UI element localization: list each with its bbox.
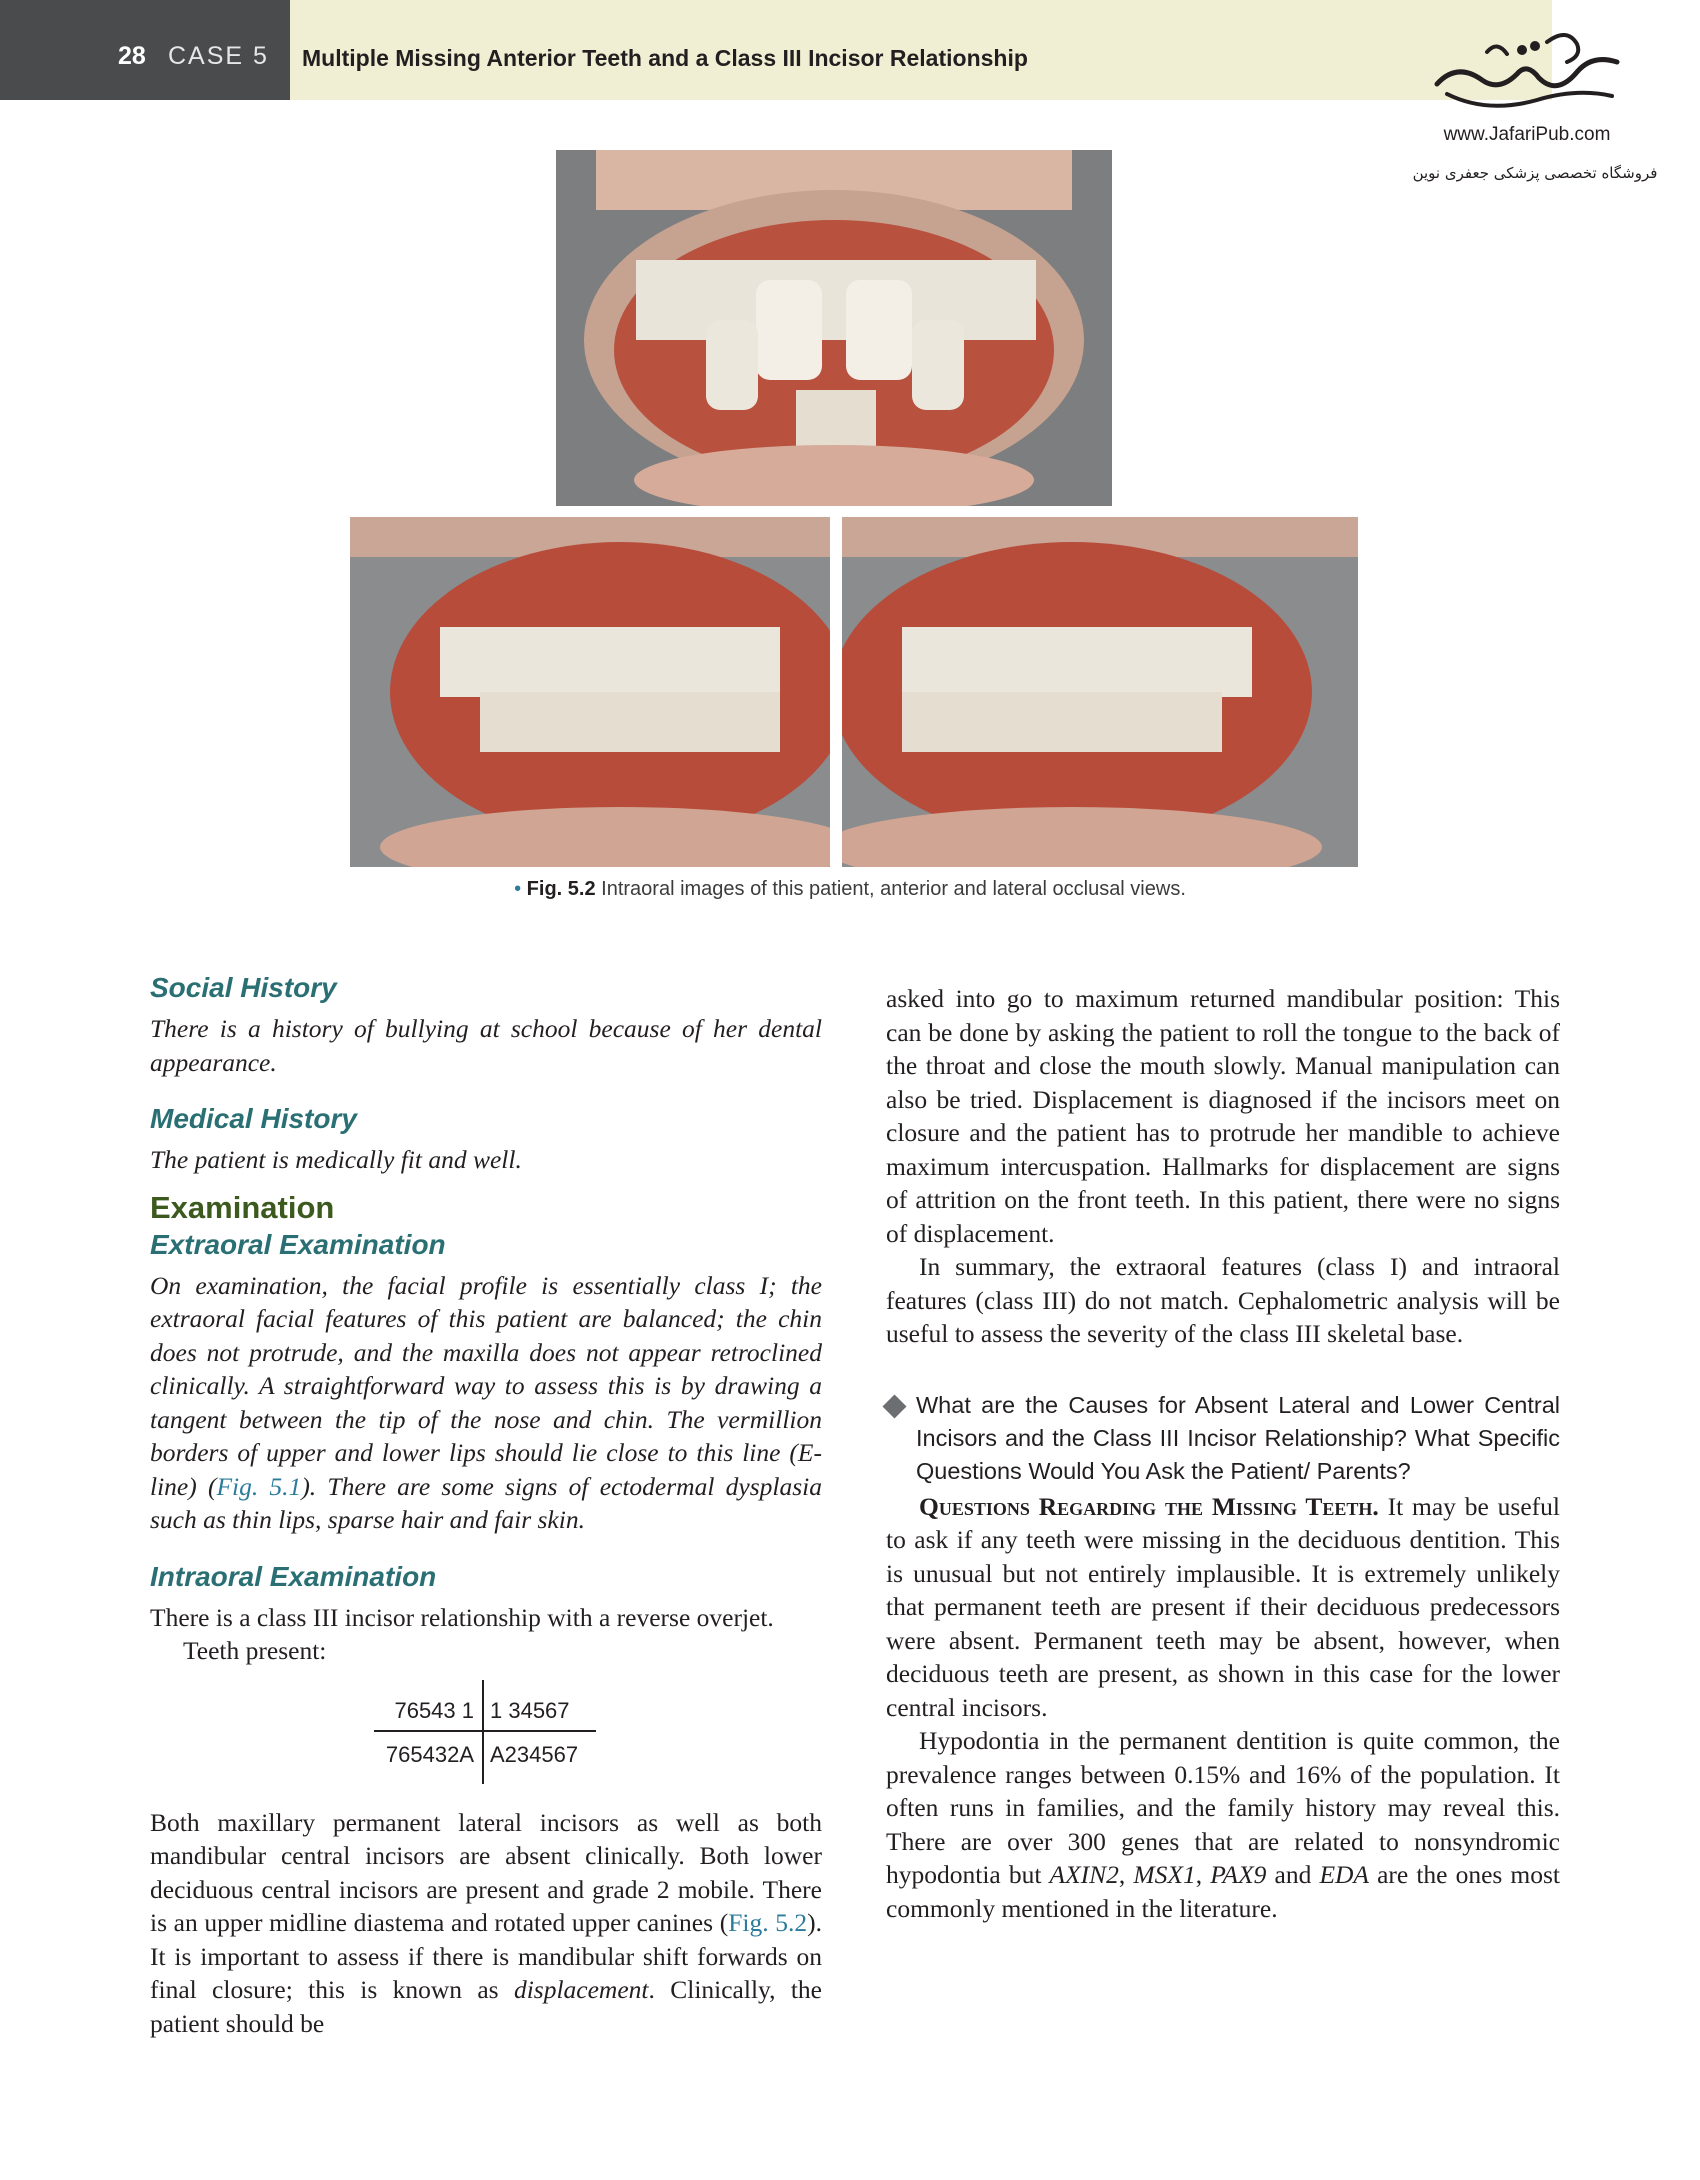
extraoral-text: On examination, the facial profile is essentially class I; the extraoral facial features of this patient are balanced; the chin does not protrude, and the maxilla does not appear retroclined clinically. A straightforward way to assess this is by drawing a tangent between the tip of the nose and chin. The vermillion borders of upper and lower lips should lie close to this line (E-line) (Fig. 5.1). There are some signs of ectodermal dysplasia such as thin lips, sparse hair and fair skin.	[150, 1270, 822, 1534]
figure-caption-text: Intraoral images of this patient, anterior and lateral occlusal views.	[601, 878, 1186, 900]
missing-teeth-paragraph: Both maxillary permanent lateral incisors as well as both mandibular central incisors are absent clinically. Both lower deciduous central incisors are present and grade 2 mobile. There is an upper midline diastema and rotated upper canines (Fig. 5.2). It is important to assess if there is mandibular shift forwards on final closure; this is known as displacement. Clinically, the patient should be	[150, 1807, 822, 2038]
teeth-lower-right: 765432A	[385, 1741, 474, 1767]
dental-chart-vertical-line	[482, 1680, 484, 1784]
intraoral-text: There is a class III incisor relationship with a reverse overjet.	[150, 1602, 774, 1632]
caption-bullet-icon: •	[514, 878, 522, 900]
heading-extraoral-examination: Extraoral Examination	[150, 1228, 446, 1260]
figure-caption	[0, 878, 1700, 901]
teeth-upper-right: 76543 1	[394, 1697, 474, 1723]
heading-medical-history: Medical History	[150, 1103, 357, 1134]
intraoral-right-lateral-photo	[350, 517, 830, 867]
displacement-paragraph: asked into go to maximum returned mandibular position: This can be done by asking the patient to roll the tongue to the back of the throat and close the mouth slowly. Manual manipulation can also be tried. Displacement is diagnosed if the incisors meet on closure and the patient has to protrude her mandible to achieve maximum intercuspation. Hallmarks for displacement are signs of attrition on the front teeth. In this patient, there were no signs of displacement.	[886, 984, 1560, 1248]
missing-teeth-questions-paragraph: Questions Regarding the Missing Teeth. It may be useful to ask if any teeth were missing in the deciduous dentition. This is unusual but not entirely implausible. It is extremely unlikely that permanent teeth are present if their deciduous predecessors were absent. Permanent teeth may be absent, however, when deciduous teeth are present, as shown in this case for the lower central incisors.	[886, 1491, 1560, 1722]
left-column	[150, 970, 822, 2040]
publisher-url[interactable]: www.JafariPub.com	[1443, 124, 1611, 145]
publisher-logo	[1412, 22, 1675, 192]
header-title-bar	[290, 0, 1552, 100]
questions-lead: Questions Regarding the Missing Teeth.	[919, 1491, 1379, 1521]
summary-paragraph: In summary, the extraoral features (class I) and intraoral features (class III) do not match. Cephalometric analysis will be useful to assess the severity of the class III skeletal base.	[886, 1252, 1560, 1348]
case-label: CASE 5	[168, 42, 269, 70]
right-column	[886, 982, 1560, 1925]
calligraphy-logo-icon	[1427, 22, 1627, 122]
intraoral-anterior-photo	[556, 150, 1112, 506]
teeth-present-label: Teeth present:	[183, 1636, 327, 1665]
heading-social-history: Social History	[150, 972, 337, 1003]
diamond-bullet-icon	[882, 1394, 906, 1418]
dental-chart-horizontal-line	[374, 1730, 596, 1732]
figure-label: Fig. 5.2	[526, 878, 596, 900]
hypodontia-paragraph: Hypodontia in the permanent dentition is quite common, the prevalence ranges between 0.15% and 16% of the population. It often runs in families, and the family history may reveal this. There are over 300 genes that are related to nonsyndromic hypodontia but AXIN2, MSX1, PAX9 and EDA are the ones most commonly mentioned in the literature.	[886, 1726, 1561, 1923]
teeth-upper-left: 1 34567	[490, 1697, 570, 1723]
heading-intraoral-examination: Intraoral Examination	[150, 1560, 437, 1592]
heading-examination: Examination	[150, 1189, 335, 1225]
social-history-text: There is a history of bullying at school because of her dental appearance.	[150, 1014, 822, 1077]
teeth-lower-left: A234567	[490, 1741, 579, 1767]
publisher-shop-name: فروشگاه تخصصی پزشکی جعفری نوین	[1412, 164, 1658, 182]
question-heading: What are the Causes for Absent Lateral and Lower Central Incisors and the Class III Incisor Relationship? What Specific Questions Would You Ask the Patient/ Parents?	[886, 1389, 1560, 1488]
intraoral-left-lateral-photo	[842, 517, 1358, 867]
fig-5-2-link[interactable]: Fig. 5.2	[728, 1908, 808, 1937]
medical-history-text: The patient is medically fit and well.	[150, 1145, 522, 1174]
header-case-block	[0, 0, 290, 100]
chapter-title: Multiple Missing Anterior Teeth and a Class III Incisor Relationship	[302, 45, 1028, 71]
dental-chart	[150, 1680, 822, 1792]
page-number: 28	[118, 42, 146, 70]
fig-5-1-link[interactable]: Fig. 5.1	[216, 1471, 302, 1501]
